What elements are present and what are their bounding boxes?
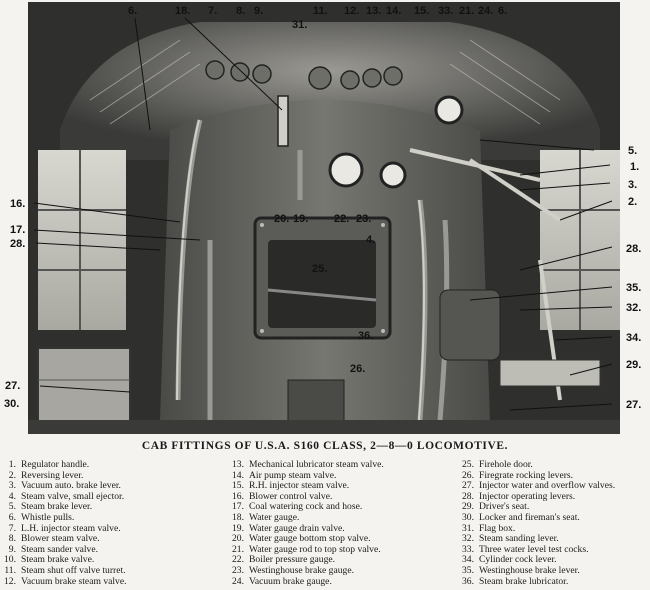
firehole-door <box>268 240 376 328</box>
callout-label: 23. <box>356 213 372 225</box>
callout-label: 18. <box>175 5 191 17</box>
callout-label: 15. <box>414 5 430 17</box>
callout-label: 29. <box>626 359 642 371</box>
legend-item: 13. Mechanical lubricator steam valve. <box>232 459 384 470</box>
legend-item: 14. Air pump steam valve. <box>232 469 337 481</box>
legend-column-3 <box>452 460 650 587</box>
callout-label: 11. <box>313 5 328 17</box>
legend-column-2 <box>222 460 444 587</box>
callout-label: 27. <box>626 399 642 411</box>
legend-item: 34. Cylinder cock lever. <box>462 554 557 566</box>
left-side-window <box>38 150 126 330</box>
callout-label: 22. <box>334 213 350 225</box>
callout-label: 24. <box>478 5 494 17</box>
cab-floor <box>28 420 620 434</box>
legend-item: 33. Three water level test cocks. <box>462 543 589 555</box>
westinghouse-brake-valve <box>440 290 500 360</box>
callout-label: 17. <box>10 224 26 236</box>
legend-item: 32. Steam sanding lever. <box>462 533 559 545</box>
callout-label: 16. <box>10 198 26 210</box>
legend-item: 4. Steam valve, small ejector. <box>8 490 125 502</box>
legend-item: 2. Reversing lever. <box>8 469 84 481</box>
legend-item: 10. Steam brake valve. <box>4 554 95 566</box>
callout-label: 8. <box>236 5 246 17</box>
callout-label: 14. <box>386 5 402 17</box>
vacuum-brake-gauge <box>436 97 462 123</box>
callout-label: 7. <box>208 5 218 17</box>
callout-label: 28. <box>10 238 26 250</box>
legend-item: 11. Steam shut off valve turret. <box>4 564 126 576</box>
callout-label: 3. <box>628 179 638 191</box>
westinghouse-brake-gauge <box>381 163 405 187</box>
callout-label: 5. <box>628 145 638 157</box>
callout-label: 6. <box>128 5 138 17</box>
callout-label: 32. <box>626 302 642 314</box>
legend-item: 29. Driver's seat. <box>462 501 530 513</box>
callout-label: 2. <box>628 196 638 208</box>
fittings-legend <box>0 460 650 588</box>
boiler-pressure-gauge <box>330 154 362 186</box>
legend-item: 31. Flag box. <box>462 522 516 534</box>
drivers-seat <box>500 360 600 386</box>
legend-item: 9. Steam sander valve. <box>8 543 98 555</box>
legend-item: 19. Water gauge drain valve. <box>232 522 345 534</box>
legend-item: 3. Vacuum auto. brake lever. <box>8 480 121 492</box>
legend-column-1 <box>2 460 217 587</box>
legend-item: 5. Steam brake lever. <box>8 501 93 513</box>
legend-item: 36. Steam brake lubricator. <box>462 575 569 587</box>
legend-item: 21. Water gauge rod to top stop valve. <box>232 543 381 555</box>
fireman-locker <box>38 348 130 432</box>
legend-item: 28. Injector operating levers. <box>462 490 576 502</box>
legend-item: 35. Westinghouse brake lever. <box>462 564 580 576</box>
legend-item: 23. Westinghouse brake gauge. <box>232 564 354 576</box>
callout-label: 6. <box>498 5 508 17</box>
legend-item: 15. R.H. injector steam valve. <box>232 480 350 492</box>
callout-label: 35. <box>626 282 642 294</box>
callout-label: 28. <box>626 243 642 255</box>
legend-item: 17. Coal watering cock and hose. <box>232 501 363 513</box>
legend-item: 18. Water gauge. <box>232 511 300 523</box>
legend-item: 30. Locker and fireman's seat. <box>462 511 580 523</box>
callout-label: 36. <box>358 330 374 342</box>
callout-label: 30. <box>4 398 20 410</box>
callout-label: 20. <box>274 213 290 225</box>
legend-item: 25. Firehole door. <box>462 459 533 470</box>
legend-item: 12. Vacuum brake steam valve. <box>4 575 127 587</box>
legend-item: 16. Blower control valve. <box>232 490 333 502</box>
callout-label: 4. <box>366 234 376 246</box>
legend-item: 24. Vacuum brake gauge. <box>232 575 332 587</box>
callout-label: 21. <box>459 5 475 17</box>
legend-item: 8. Blower steam valve. <box>8 533 100 545</box>
legend-item: 26. Firegrate rocking levers. <box>462 469 574 481</box>
water-gauge-glass <box>278 96 288 146</box>
callout-label: 19. <box>293 213 309 225</box>
legend-item: 6. Whistle pulls. <box>8 511 75 523</box>
legend-item: 22. Boiler pressure gauge. <box>232 554 336 566</box>
legend-item: 20. Water gauge bottom stop valve. <box>232 533 371 545</box>
callout-label: 34. <box>626 332 642 344</box>
callout-label: 12. <box>344 5 360 17</box>
callout-label: 33. <box>438 5 454 17</box>
figure-caption: CAB FITTINGS OF U.S.A. S160 CLASS, 2—8—0 LOCOMOTIVE. <box>141 440 509 452</box>
callout-label: 1. <box>630 161 640 173</box>
callout-label: 31. <box>292 19 308 31</box>
callout-label: 26. <box>350 363 366 375</box>
callout-label: 9. <box>254 5 264 17</box>
legend-item: 7. L.H. injector steam valve. <box>8 522 121 534</box>
callout-label: 25. <box>312 263 328 275</box>
callout-label: 27. <box>5 380 21 392</box>
legend-item: 27. Injector water and overflow valves. <box>462 480 616 492</box>
callout-label: 13. <box>366 5 382 17</box>
legend-item: 1. Regulator handle. <box>8 459 90 470</box>
